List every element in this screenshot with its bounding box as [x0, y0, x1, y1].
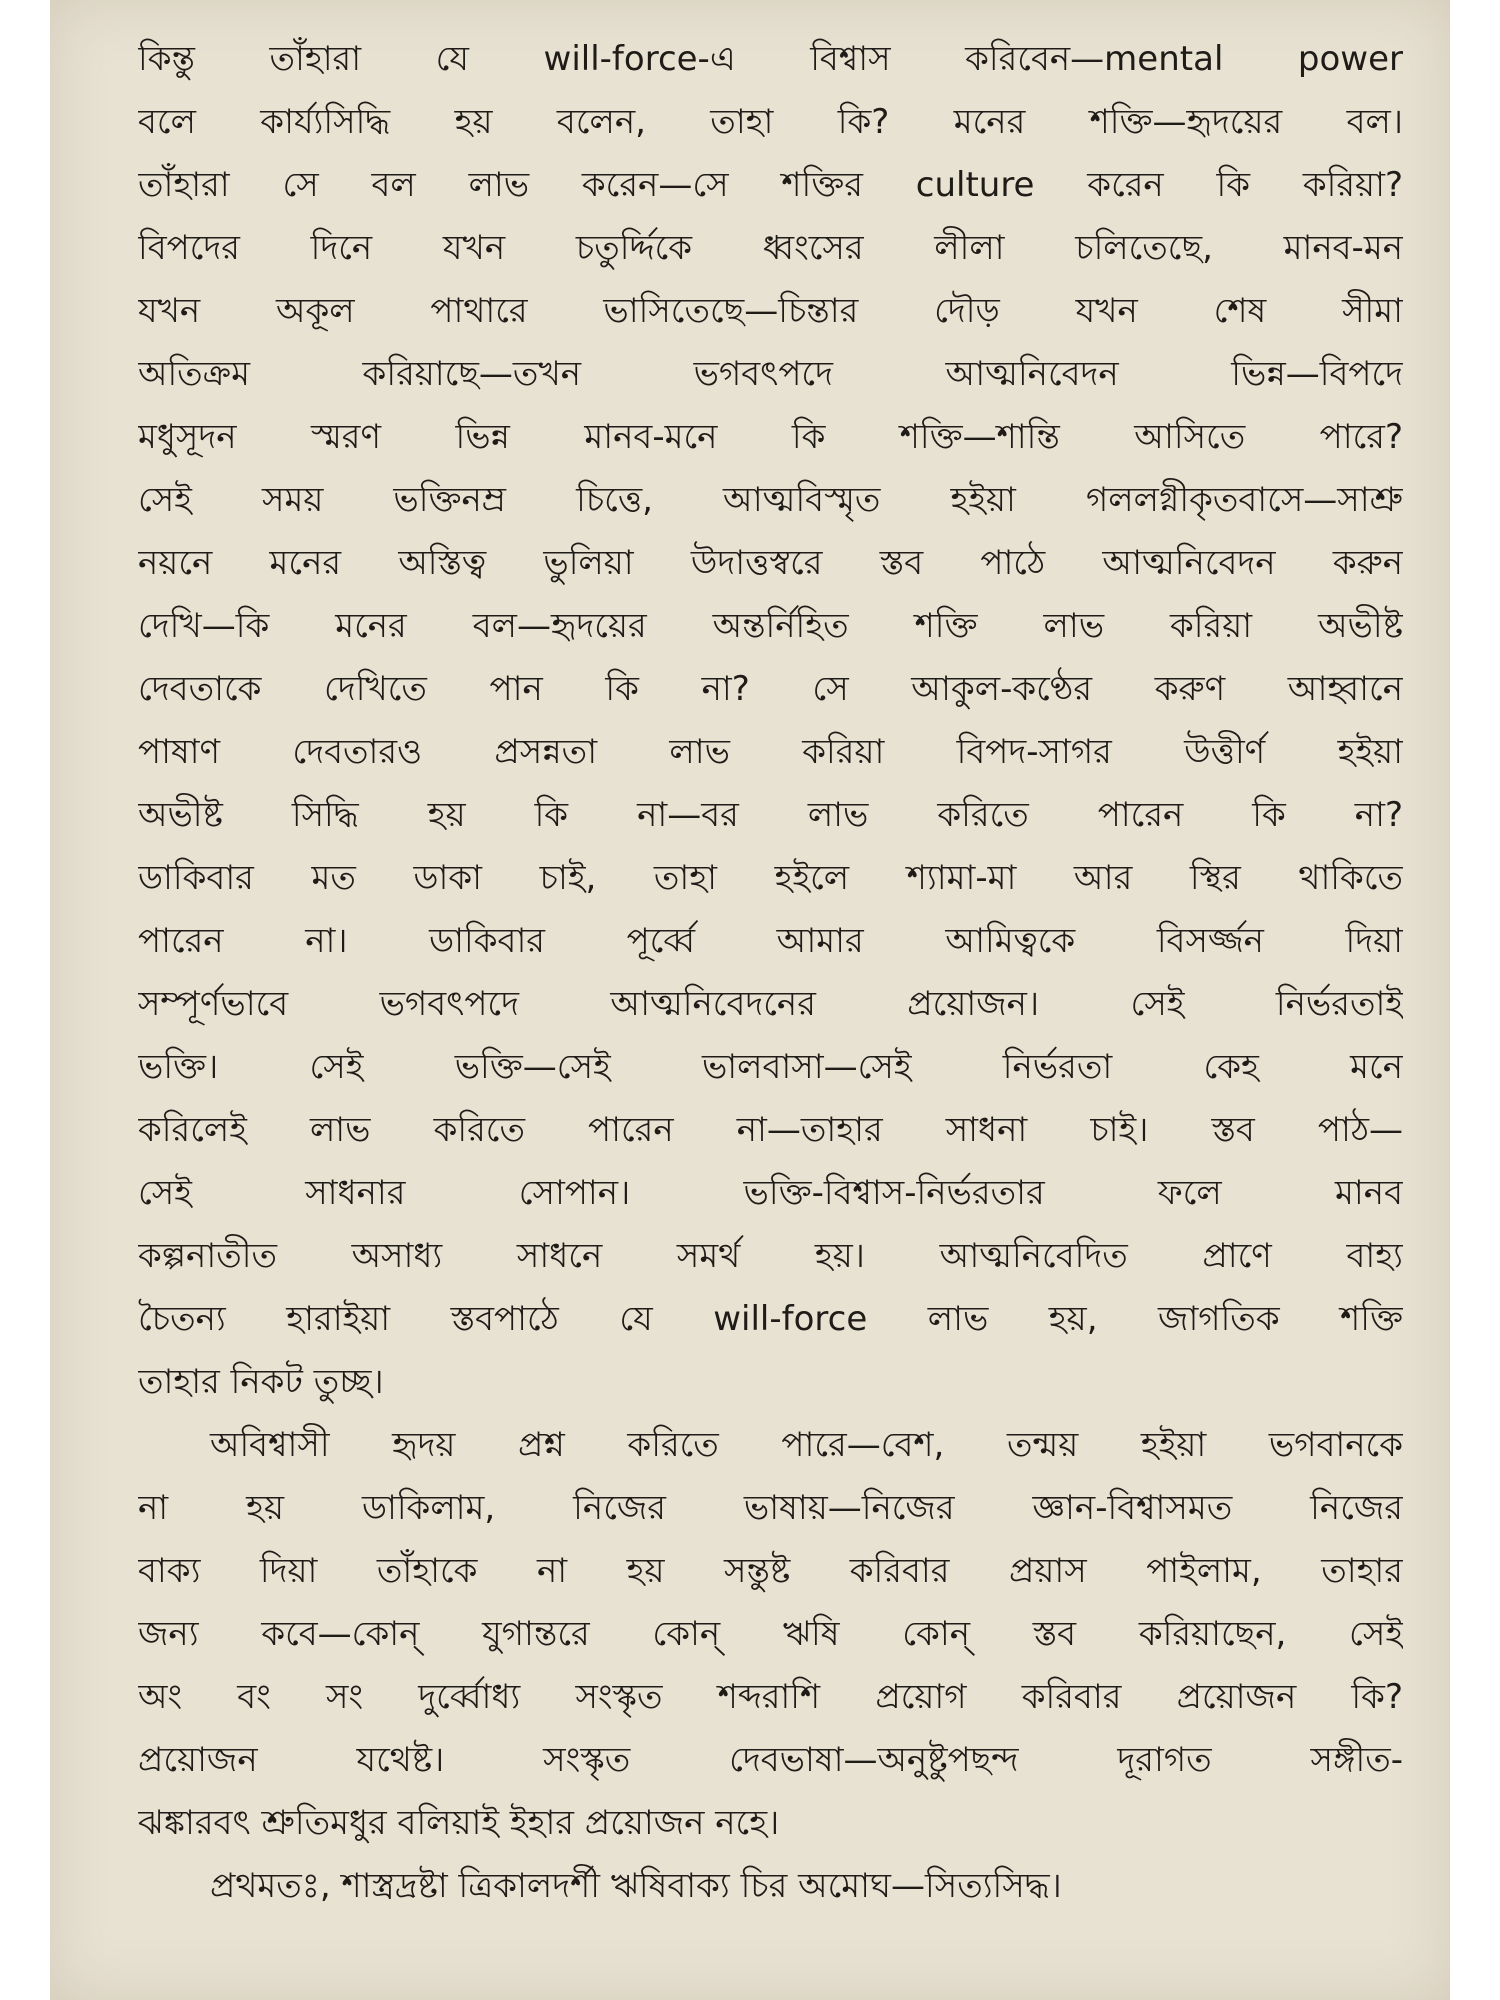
scanned-page — [50, 0, 1450, 2000]
text-line: ডাকিবার মত ডাকা চাই, তাহা হইলে শ্যামা-মা আর স্থির থাকিতে — [138, 858, 1403, 898]
text-line: কল্পনাতীত অসাধ্য সাধনে সমর্থ হয়। আত্মনিবেদিত প্রাণে বাহ্য — [138, 1236, 1403, 1276]
text-line: ভক্তি। সেই ভক্তি—সেই ভালবাসা—সেই নির্ভরতা কেহ মনে — [138, 1047, 1403, 1087]
text-line: বাক্য দিয়া তাঁহাকে না হয় সন্তুষ্ট করিবার প্রয়াস পাইলাম, তাহার — [138, 1551, 1403, 1591]
text-line: করিলেই লাভ করিতে পারেন না—তাহার সাধনা চাই। স্তব পাঠ— — [138, 1110, 1403, 1150]
text-line: পাষাণ দেবতারও প্রসন্নতা লাভ করিয়া বিপদ-সাগর উত্তীর্ণ হইয়া — [138, 732, 1403, 772]
text-line: নয়নে মনের অস্তিত্ব ভুলিয়া উদাত্তস্বরে স্তব পাঠে আত্মনিবেদন করুন — [138, 543, 1403, 583]
text-line: অতিক্রম করিয়াছে—তখন ভগবৎপদে আত্মনিবেদন ভিন্ন—বিপদে — [138, 354, 1403, 394]
text-line: প্রয়োজন যথেষ্ট। সংস্কৃত দেবভাষা—অনুষ্টুপছন্দ দূরাগত সঙ্গীত- — [138, 1740, 1403, 1780]
text-line: কিন্তু তাঁহারা যে will-force-এ বিশ্বাস করিবেন—mental power — [138, 39, 1403, 79]
body-text — [138, 28, 1403, 1918]
text-line: অং বং সং দুর্ব্বোধ্য সংস্কৃত শব্দরাশি প্রয়োগ করিবার প্রয়োজন কি? — [138, 1677, 1403, 1717]
text-line: প্রথমতঃ, শাস্ত্রদ্রষ্টা ত্রিকালদর্শী ঋষিবাক্য চির অমোঘ—সিত্যসিদ্ধ। — [210, 1866, 1062, 1906]
text-line: দেবতাকে দেখিতে পান কি না? সে আকুল-কণ্ঠের করুণ আহ্বানে — [138, 669, 1403, 709]
text-line: তাঁহারা সে বল লাভ করেন—সে শক্তির culture করেন কি করিয়া? — [138, 165, 1403, 205]
text-line: ঝঙ্কারবৎ শ্রুতিমধুর বলিয়াই ইহার প্রয়োজন নহে। — [138, 1803, 780, 1843]
text-line: সেই সাধনার সোপান। ভক্তি-বিশ্বাস-নির্ভরতার ফলে মানব — [138, 1173, 1403, 1213]
text-line: অবিশ্বাসী হৃদয় প্রশ্ন করিতে পারে—বেশ, তন্ময় হইয়া ভগবানকে — [210, 1425, 1403, 1465]
text-line: সেই সময় ভক্তিনম্র চিত্তে, আত্মবিস্মৃত হইয়া গললগ্নীকৃতবাসে—সাশ্রু — [138, 480, 1403, 520]
text-line: সম্পূর্ণভাবে ভগবৎপদে আত্মনিবেদনের প্রয়োজন। সেই নির্ভরতাই — [138, 984, 1403, 1024]
text-line: পারেন না। ডাকিবার পূর্ব্বে আমার আমিত্বকে বিসর্জ্জন দিয়া — [138, 921, 1403, 961]
text-line: দেখি—কি মনের বল—হৃদয়ের অন্তর্নিহিত শক্তি লাভ করিয়া অভীষ্ট — [138, 606, 1403, 646]
text-line: চৈতন্য হারাইয়া স্তবপাঠে যে will-force লাভ হয়, জাগতিক শক্তি — [138, 1299, 1403, 1339]
text-line: না হয় ডাকিলাম, নিজের ভাষায়—নিজের জ্ঞান-বিশ্বাসমত নিজের — [138, 1488, 1403, 1528]
text-line: তাহার নিকট তুচ্ছ। — [138, 1362, 384, 1402]
text-line: বিপদের দিনে যখন চতুর্দ্দিকে ধ্বংসের লীলা চলিতেছে, মানব-মন — [138, 228, 1403, 268]
text-line: জন্য কবে—কোন্ যুগান্তরে কোন্ ঋষি কোন্ স্তব করিয়াছেন, সেই — [138, 1614, 1403, 1654]
text-line: বলে কার্য্যসিদ্ধি হয় বলেন, তাহা কি? মনের শক্তি—হৃদয়ের বল। — [138, 102, 1403, 142]
text-line: যখন অকূল পাথারে ভাসিতেছে—চিন্তার দৌড় যখন শেষ সীমা — [138, 291, 1403, 331]
text-line: মধুসূদন স্মরণ ভিন্ন মানব-মনে কি শক্তি—শান্তি আসিতে পারে? — [138, 417, 1403, 457]
text-line: অভীষ্ট সিদ্ধি হয় কি না—বর লাভ করিতে পারেন কি না? — [138, 795, 1403, 835]
